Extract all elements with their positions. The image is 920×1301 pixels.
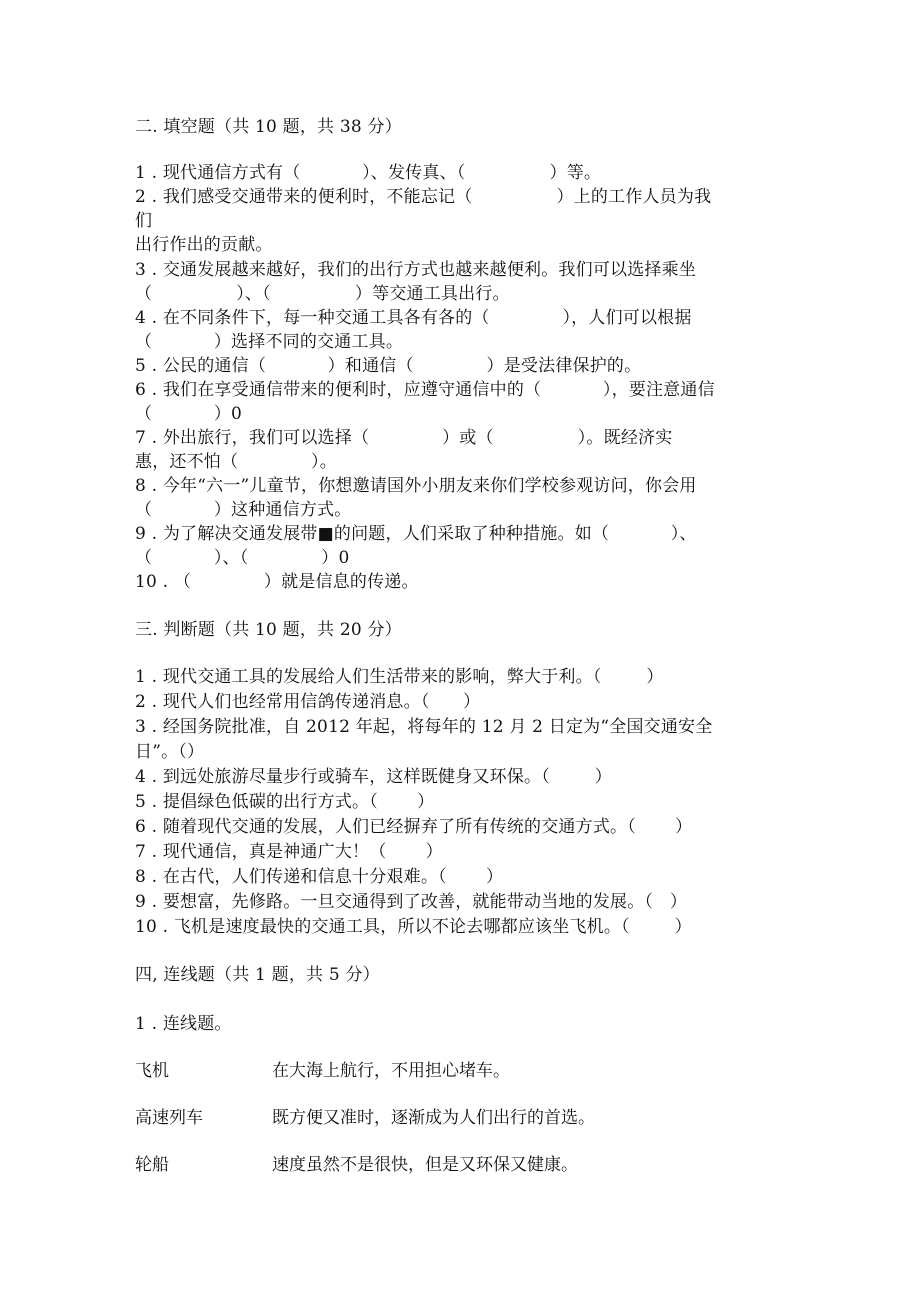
fill-blank-line: 7 . 外出旅行，我们可以选择（ ）或（ ）。既经济实	[135, 428, 673, 448]
fill-blank-line: （ ）、（ ）0	[135, 548, 350, 568]
fill-blank-line: （ ）选择不同的交通工具。	[135, 332, 404, 352]
true-false-line: 3 . 经国务院批准，自 2012 年起，将每年的 12 月 2 日定为“全国交通安全	[135, 717, 713, 737]
fill-blank-line: 1 . 现代通信方式有（ ）、发传真、（ ）等。	[135, 163, 602, 183]
true-false-line: 2 . 现代人们也经常用信鸽传递消息。（ ）	[135, 692, 481, 712]
fill-blank-line: 8 . 今年“六一”儿童节，你想邀请国外小朋友来你们学校参观访问，你会用	[135, 476, 697, 496]
fill-blank-line: （ ）0	[135, 404, 243, 424]
matching-left-item: 轮船	[135, 1155, 169, 1175]
section-heading-fill-blank: 二. 填空题（共 10 题，共 38 分）	[135, 117, 402, 137]
true-false-line: 9 . 要想富，先修路。一旦交通得到了改善，就能带动当地的发展。（ ）	[135, 892, 688, 912]
true-false-line: 5 . 提倡绿色低碳的出行方式。（ ）	[135, 792, 435, 812]
fill-blank-line: 9 . 为了解决交通发展带■的问题，人们采取了种种措施。如（ ）、	[135, 524, 697, 544]
fill-blank-line: 4 . 在不同条件下，每一种交通工具各有各的（ ），人们可以根据	[135, 308, 692, 328]
true-false-line: 4 . 到远处旅游尽量步行或骑车，这样既健身又环保。（ ）	[135, 767, 612, 787]
fill-blank-line: （ ）、（ ）等交通工具出行。	[135, 284, 510, 304]
true-false-line: 7 . 现代通信，真是神通广大！（ ）	[135, 842, 443, 862]
fill-blank-line: 3 . 交通发展越来越好，我们的出行方式也越来越便利。我们可以选择乘坐	[135, 260, 697, 280]
matching-right-item: 在大海上航行，不用担心堵车。	[272, 1061, 510, 1081]
fill-blank-line: 6 . 我们在享受通信带来的便利时，应遵守通信中的（ ），要注意通信	[135, 380, 715, 400]
fill-blank-line: 5 . 公民的通信（ ）和通信（ ）是受法律保护的。	[135, 356, 642, 376]
section-heading-matching: 四, 连线题（共 1 题，共 5 分）	[135, 965, 380, 985]
true-false-line: 1 . 现代交通工具的发展给人们生活带来的影响，弊大于利。（ ）	[135, 667, 664, 687]
matching-right-item: 速度虽然不是很快，但是又环保又健康。	[272, 1155, 578, 1175]
true-false-line: 8 . 在古代，人们传递和信息十分艰难。（ ）	[135, 867, 504, 887]
matching-question: 1 . 连线题。	[135, 1014, 232, 1034]
true-false-line: 日”。（）	[135, 742, 205, 762]
true-false-line: 10 . 飞机是速度最快的交通工具，所以不论去哪都应该坐飞机。（ ）	[135, 917, 692, 937]
true-false-line: 6 . 随着现代交通的发展，人们已经摒弃了所有传统的交通方式。（ ）	[135, 817, 693, 837]
fill-blank-line: 惠，还不怕（ ）。	[135, 452, 337, 472]
matching-right-item: 既方便又准时，逐渐成为人们出行的首选。	[272, 1108, 595, 1128]
matching-left-item: 飞机	[135, 1061, 169, 1081]
fill-blank-line: 2 . 我们感受交通带来的便利时，不能忘记（ ）上的工作人员为我	[135, 187, 712, 207]
fill-blank-line: （ ）这种通信方式。	[135, 500, 352, 520]
matching-left-item: 高速列车	[135, 1108, 203, 1128]
fill-blank-line: 10 . （ ）就是信息的传递。	[135, 572, 419, 592]
section-heading-true-false: 三. 判断题（共 10 题，共 20 分）	[135, 620, 402, 640]
fill-blank-line: 们	[135, 211, 153, 231]
fill-blank-line: 出行作出的贡献。	[135, 235, 273, 255]
